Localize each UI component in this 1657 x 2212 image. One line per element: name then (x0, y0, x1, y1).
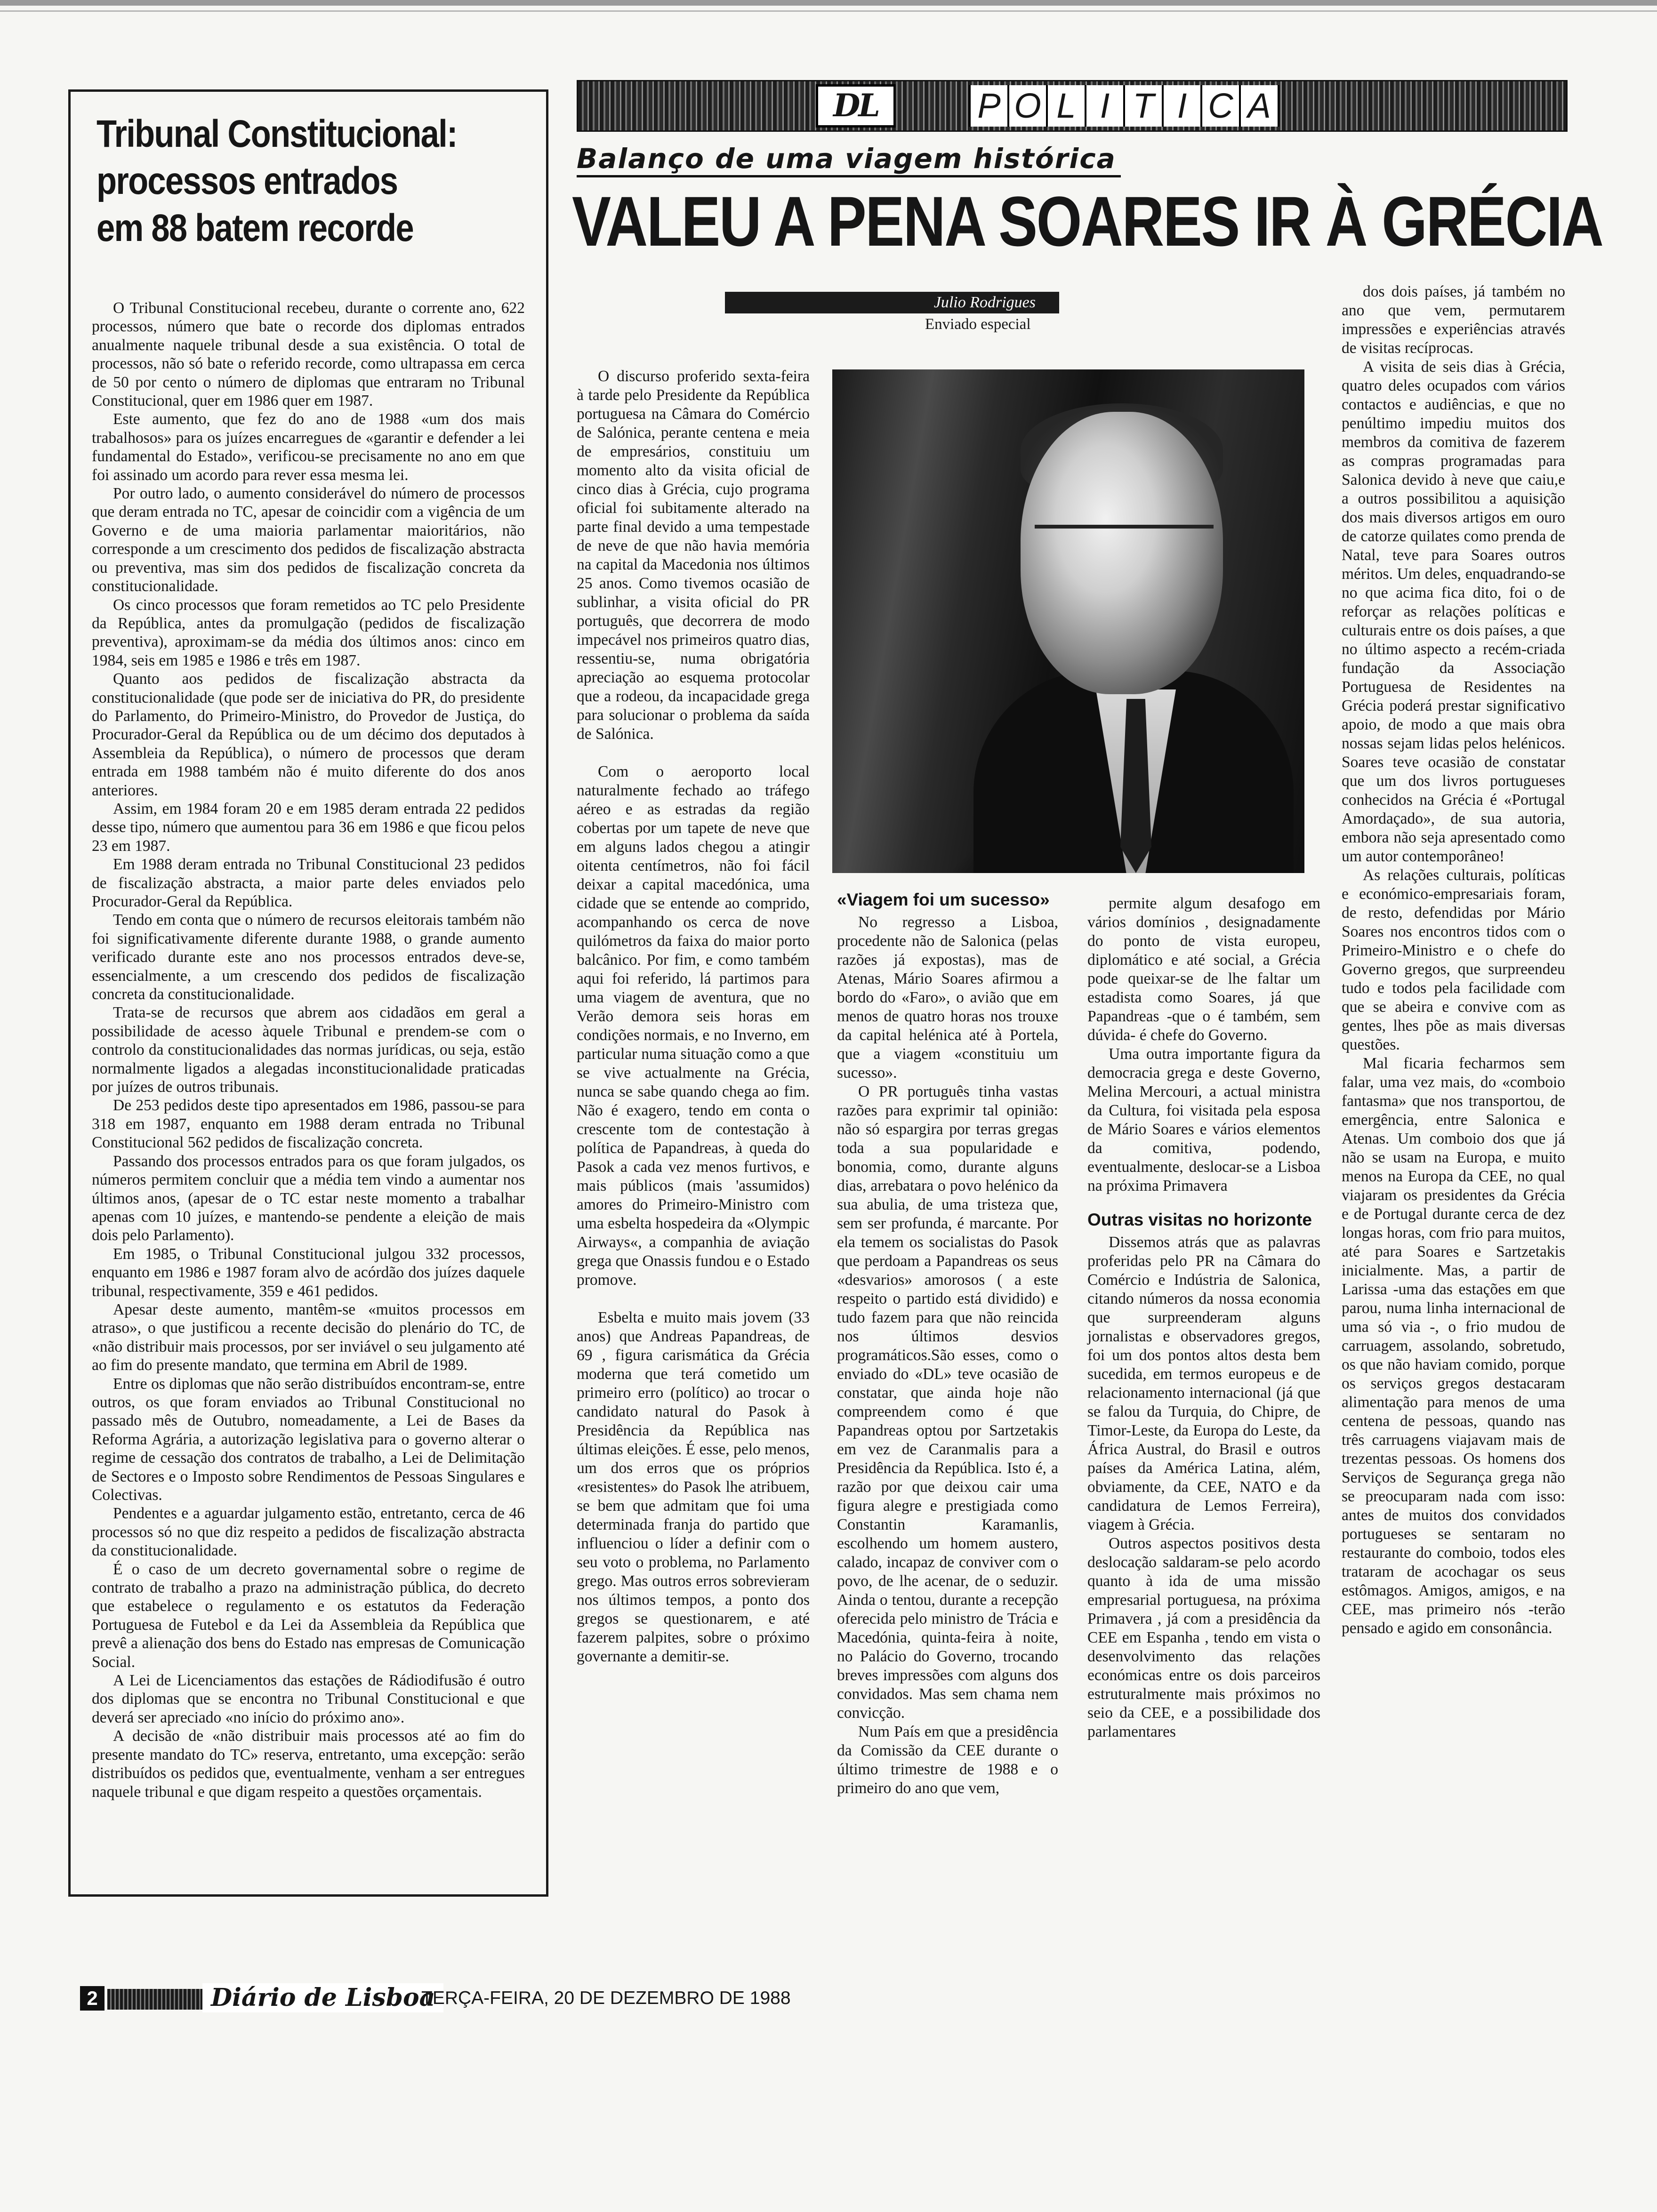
left-article-paragraph: Em 1988 deram entrada no Tribunal Constitucional 23 pedidos de fiscalização abstracta, a maior parte deles enviados pelo Procurador-Geral da República. (92, 856, 525, 910)
article-column-2 (837, 890, 1058, 1798)
left-article-paragraph: Quanto aos pedidos de fiscalização abstracta da constitucionalidade (que pode ser de iniciativa do PR, do presidente do Parlamento, do Primeiro-Ministro, do Provedor de Justiça, do Procurador-Geral da República ou de um décimo dos deputados à Assembleia da República), o número de processos que deram entrada em 1988 também não é muito diferente do dos anos anteriores. (92, 670, 525, 799)
top-rule-thin (0, 10, 1657, 12)
title-line: Tribunal Constitucional: (97, 112, 457, 155)
dl-logo: DL (816, 84, 896, 128)
article-paragraph: O discurso proferido sexta-feira à tarde pelo Presidente da República portuguesa na Câmara do Comércio de Salónica, perante centena e meia de empresários, constituiu um momento alto da visita oficial de cinco dias à Grécia, cujo programa oficial foi subitamente alterado na parte final devido a uma tempestade de neve de que não havia memória na capital da Macedonia nos últimos 25 anos. Como tivemos ocasião de sublinhar, a visita oficial do PR português, que decorrera de modo impecável nos primeiros quatro dias, ressentiu-se, numa obrigatória apreciação ao esquema protocolar que a rodeou, da incapacidade grega para solucionar o problema da saída de Salónica. (577, 368, 810, 743)
section-letter: A (1239, 85, 1279, 127)
left-article-paragraph: Passando dos processos entrados para os que foram julgados, os números permitem concluir que a média tem vindo a aumentar nos últimos anos, (apesar de o TC estar neste momento a trabalhar apenas com 10 juízes, e mantendo-se pendente a eleição de mais dois pelo Parlamento). (92, 1152, 525, 1244)
section-letter: I (1085, 85, 1123, 127)
left-article-paragraph: Assim, em 1984 foram 20 e em 1985 deram entrada 22 pedidos desse tipo, número que aumentou para 36 em 1986 e que ficou pelos 23 em 1987. (92, 800, 525, 855)
issue-date: TERÇA-FEIRA, 20 DE DEZEMBRO DE 1988 (421, 1988, 791, 2008)
article-headline: VALEU A PENA SOARES IR À GRÉCIA (572, 182, 1603, 261)
article-column-4 (1342, 282, 1565, 1638)
left-article-paragraph: O Tribunal Constitucional recebeu, durante o corrente ano, 622 processos, número que bate o recorde dos diplomas entrados anualmente naquele tribunal desde a sua existência. O total de processos, não só bate o referido recorde, como ultrapassa em cerca de 50 por cento o número de diplomas que entraram no Tribunal Constitucional, quer em 1986 quer em 1987. (92, 299, 525, 410)
article-paragraph: Outros aspectos positivos desta deslocação saldaram-se pelo acordo quanto à ida de uma missão empresarial portuguesa, na próxima Primavera , já com a presidência da CEE em Espanha , tendo em vista o desenvolvimento das relações económicas entre os dois parceiros estruturalmente mais próximos no seio da CEE, e a possibilidade dos parlamentares (1087, 1535, 1320, 1740)
left-article-title (97, 111, 465, 252)
left-article-paragraph: Em 1985, o Tribunal Constitucional julgou 332 processos, enquanto em 1986 e 1987 foram alvo de acórdão dos juízes daquele tribunal, respectivamente, 359 e 461 pedidos. (92, 1245, 525, 1300)
article-column-1 (577, 367, 810, 1666)
section-letter: C (1200, 85, 1239, 127)
article-paragraph: dos dois países, já também no ano que vem, permutarem impressões e experiências através de visitas recíprocas. (1342, 283, 1565, 357)
subhead-viagem: «Viagem foi um sucesso» (837, 890, 1050, 909)
left-article-paragraph: Este aumento, que fez do ano de 1988 «um dos mais trabalhosos» para os juízes encarregues de «garantir e defender a lei fundamental do Estado», verificou-se precisamente no ano em que foi assinado um acordo para rever essa mesma lei. (92, 410, 525, 484)
article-paragraph: Mal ficaria fecharmos sem falar, uma vez mais, do «comboio fantasma» que nos transportou, de emergência, entre Salonica e Atenas. Um comboio dos que já não se usam na Europa, e muito menos na Europa da CEE, no qual viajaram os presidentes da Grécia e de Portugal durante cerca de dez longas horas, com frio para muitos, até para Soares e Sartzetakis inicialmente. Mas, a partir de Larissa -uma das estações em que parou, numa linha internacional de uma só via -, o frio mudou de carruagem, assolando, sobretudo, os que não haviam comido, porque os serviços gregos destacaram alimentação para menos de uma centena de pessoas, quando nas três carruagens viajavam mais de trezentas pessoas. Os homens dos Serviços de Segurança grega não se preocuparam nada com isso: antes de muitos dos convidados portugueses se sentaram no restaurante do comboio, todos eles trataram de acochagar os seus estômagos. Amigos, amigos, e na CEE, mas primeiro nós -terão pensado e agido em consonância. (1342, 1055, 1565, 1637)
photo-glasses (1035, 525, 1214, 561)
left-article-paragraph: A decisão de «não distribuir mais processos até ao fim do presente mandato do TC» reserva, entretanto, uma excepção: serão distribuídos os pedidos que, eventualmente, venham a ser entregues naquele tribunal e que digam respeito a questões orçamentais. (92, 1727, 525, 1801)
section-letter: L (1046, 85, 1085, 127)
subhead-outras-visitas: Outras visitas no horizonte (1087, 1210, 1312, 1229)
left-article-paragraph: É o caso de um decreto governamental sobre o regime de contrato de trabalho a prazo na administração pública, do decreto que estabelece o regulamento e os estatutos da Federação Portuguesa de Futebol e da Lei da Assembleia da República que prevê a alienação dos bens do Estado nas empresas de Comunicação Social. (92, 1560, 525, 1671)
article-paragraph: O PR português tinha vastas razões para exprimir tal opinião: não só espargira por terras gregas toda a sua popularidade e bonomia, como, durante alguns dias, arrebatara o povo helénico da sua abulia, de uma tristeza que, sem ser profunda, é marcante. Por ela temem os socialistas do Pasok que perdoam a Papandreas os seus «desvarios» amorosos ( a este respeito o partido está dividido) e tudo fazem para que não reincida nos últimos desvios programáticos.São esses, como o enviado do «DL» teve ocasião de constatar, que ainda hoje não compreendem como é que Papandreas optou por Sartzetakis em vez de Caranmalis para a Presidência da República. Isto é, a razão por que deixou cair uma figura alegre e prestigiada como Constantin Karamanlis, escolhendo um homem austero, calado, incapaz de conviver com o povo, de lhe acenar, de o seduzir. Ainda o tentou, durante a recepção oferecida pelo ministro de Trácia e Macedónia, quinta-feira à noite, no Palácio do Governo, trocando breves impressões com alguns dos convidados. Mas sem chama nem convicção. (837, 1083, 1058, 1722)
article-paragraph: Com o aeroporto local naturalmente fechado ao tráfego aéreo e as estradas da região cobertas por um tapete de neve que em alguns lados chegou a atingir oitenta centímetros, não foi fácil deixar a capital macedónica, uma cidade que se entende ao comprido, acompanhando os cerca de nove quilómetros da faixa do maior porto balcânico. Por fim, e como também aqui foi referido, lá partimos para uma viagem de aventura, que no Verão demora seis horas em condições normais, e no Inverno, em particular numa situação como a que se vive actualmente na Grécia, nunca se sabe quando chega ao fim. Não é exagero, tendo em conta o crescente tom de contestação à política de Papandreas, à queda do Pasok a cada vez menos furtivos, e mais públicos (mais 'assumidos) amores do Primeiro-Ministro com uma esbelta hospedeira da «Olympic Airways«, a companhia de aviação grega que Onassis fundou e o Estado promove. (577, 763, 810, 1289)
left-article-paragraph: De 253 pedidos deste tipo apresentados em 1986, passou-se para 318 em 1987, enquanto em 1988 deram entrada no Tribunal Constitucional 562 pedidos de fiscalização concreta. (92, 1097, 525, 1152)
left-article-paragraph: Apesar deste aumento, mantêm-se «muitos processos em atraso», o que justificou a recente decisão do plenário do TC, de «não distribuir mais processos, por ser inviável o seu julgamento até ao fim do presente mandato, que termina em Abril de 1989. (92, 1300, 525, 1374)
section-letter: T (1123, 85, 1162, 127)
article-paragraph: Dissemos atrás que as palavras proferidas pelo PR na Câmara do Comércio e Indústria de Salonica, citando números da nossa economia que surpreenderam alguns jornalistas e observadores gregos, foi um dos pontos altos desta bem sucedida, em termos europeus e de relacionamento internacional (já que se falou da Turquia, do Chipre, de Timor-Leste, da Europa do Leste, da África Austral, do Brasil e outros países da América Latina, além, obviamente, da CEE, NATO e da candidatura de Lemos Ferreira), viagem à Grécia. (1087, 1234, 1320, 1533)
portrait-photo (832, 369, 1304, 873)
title-line: processos entrados (97, 160, 398, 202)
left-article-paragraph: Por outro lado, o aumento considerável do número de processos que deram entrada no TC, apesar de coincidir com a vigência de um Governo e de uma maioria parlamentar maioritários, não corresponde a um crescimento dos pedidos de fiscalização abstracta ou preventiva, mas sim dos pedidos de fiscalização concreta da constitucionalidade. (92, 485, 525, 595)
left-article-body (92, 299, 525, 1801)
section-bar (577, 80, 1568, 132)
section-label (969, 85, 1279, 127)
article-kicker: Balanço de uma viagem histórica (577, 142, 1121, 177)
left-article-paragraph: Os cinco processos que foram remetidos ao TC pelo Presidente da República, antes da promulgação (pedidos de fiscalização preventiva), aproximam-se da média dos últimos anos: cinco em 1984, seis em 1985 e 1986 e três em 1987. (92, 596, 525, 669)
left-article-paragraph: Trata-se de recursos que abrem aos cidadãos em geral a possibilidade de acesso àquele Tribunal e prendem-se com o controlo da constitucionalidades das normas jurídicas, ou seja, estão normalmente ligados a alegadas inconstitucionalidade praticadas por juízes de outros tribunais. (92, 1004, 525, 1096)
paragraph-gap (577, 744, 810, 762)
title-line: em 88 batem recorde (97, 207, 413, 249)
left-article-paragraph: Pendentes e a aguardar julgamento estão, entretanto, cerca de 46 processos só no que diz respeito a pedidos de fiscalização abstracta da constitucionalidade. (92, 1505, 525, 1560)
article-paragraph: As relações culturais, políticas e económico-empresariais foram, de resto, defendidas por Mário Soares nos encontros tidos com o Primeiro-Ministro e o chefe do Governo gregos, que surpreendeu tudo e todos pela facilidade com que se abeira e convive com as gentes, lhes põe as mais diversas questões. (1342, 866, 1565, 1053)
section-letter: P (969, 85, 1007, 127)
article-paragraph: permite algum desafogo em vários domínios , designadamente do ponto de vista europeu, diplomático e até social, a Grécia pode queixar-se de lhe faltar um estadista como Soares, já que Papandreas -que o é também, sem dúvida- é chefe do Governo. (1087, 895, 1320, 1044)
page-number: 2 (80, 1986, 105, 2011)
article-paragraph: No regresso a Lisboa, procedente não de Salonica (pelas razões já expostas), mas de Atenas, Mário Soares afirmou a bordo do «Faro», o avião que em menos de quatro horas nos trouxe da capital helénica até à Portela, que a viagem «constituiu um sucesso». (837, 914, 1058, 1082)
article-column-3 (1087, 894, 1320, 1741)
article-paragraph: Uma outra importante figura da democracia grega e deste Governo, Melina Mercouri, a actual ministra da Cultura, foi visitada pela esposa de Mário Soares e vários elementos da comitiva, podendo, eventualmente, deslocar-se a Lisboa na próxima Primavera (1087, 1045, 1320, 1194)
section-letter: O (1007, 85, 1046, 127)
byline-author: Julio Rodrigues (725, 292, 1059, 313)
left-article-paragraph: Entre os diplomas que não serão distribuídos encontram-se, entre outros, os que foram enviados ao Tribunal Constitucional no passado mês de Outubro, nomeadamente, a Lei de Bases da Reforma Agrária, a autorização legislativa para o governo alterar o regime de cessação dos contratos de trabalho, a Lei de Delimitação de Sectores e o Imposto sobre Rendimentos de Pessoas Singulares e Colectivas. (92, 1375, 525, 1504)
article-paragraph: Esbelta e muito mais jovem (33 anos) que Andreas Papandreas, de 69 , figura carismática da Grécia moderna que terá cometido um primeiro erro (político) ao trocar o candidato natural do Pasok à Presidência da República nas últimas eleições. É esse, pelo menos, um dos erros que os próprios «resistentes» do Pasok lhe atribuem, se bem que admitam que foi uma determinada franja do partido que influenciou o líder a definir com o seu voto o problema, no Parlamento grego. Mas outros erros sobrevieram nos últimos tempos, a ponto dos gregos se questionarem, e até fazerem palpites, sobre o próximo governante a demitir-se. (577, 1309, 810, 1665)
paragraph-gap (577, 1290, 810, 1308)
section-letter: I (1162, 85, 1200, 127)
article-paragraph: Num País em que a presidência da Comissão da CEE durante o último trimestre de 1988 e o primeiro do ano que vem, (837, 1723, 1058, 1797)
left-article-paragraph: Tendo em conta que o número de recursos eleitorais também não foi significativamente diferente durante 1988, o grande aumento verificado durante este ano nos processos entrados deve-se, essencialmente, a um crescendo dos pedidos de fiscalização concreta da constitucionalidade. (92, 911, 525, 1003)
byline-role: Enviado especial (925, 316, 1031, 333)
article-paragraph: A visita de seis dias à Grécia, quatro deles ocupados com vários contactos e audiências, e que no penúltimo impediu muitos dos membros da comitiva de fazerem as compras programadas para Salonica devido à neve que caiu,e a outros possibilitou a aquisição dos mais diversos artigos em ouro de catorze quilates como prenda de Natal, teve para Soares outros méritos. Um deles, enquadrando-se no que acima fica dito, foi o de reforçar as relações políticas e culturais entre os dois países, a que no último aspecto a recém-criada fundação da Associação Portuguesa de Residentes na Grécia poderá prestar significativo apoio, de modo a que mais obra nossas sejam lidas pelos helénicos. Soares teve ocasião de constatar que um dos livros portugueses conhecidos na Grécia é «Portugal Amordaçado», de sua autoria, embora não seja apresentado como um autor contemporâneo! (1342, 358, 1565, 865)
top-rule (0, 0, 1657, 6)
masthead: Diário de Lisboa (202, 1983, 443, 2012)
left-article-paragraph: A Lei de Licenciamentos das estações de Rádiodifusão é outro dos diplomas que se encontra no Tribunal Constitucional e que deverá ser apreciado «no início do próximo ano». (92, 1672, 525, 1726)
left-article-box (68, 89, 548, 1897)
